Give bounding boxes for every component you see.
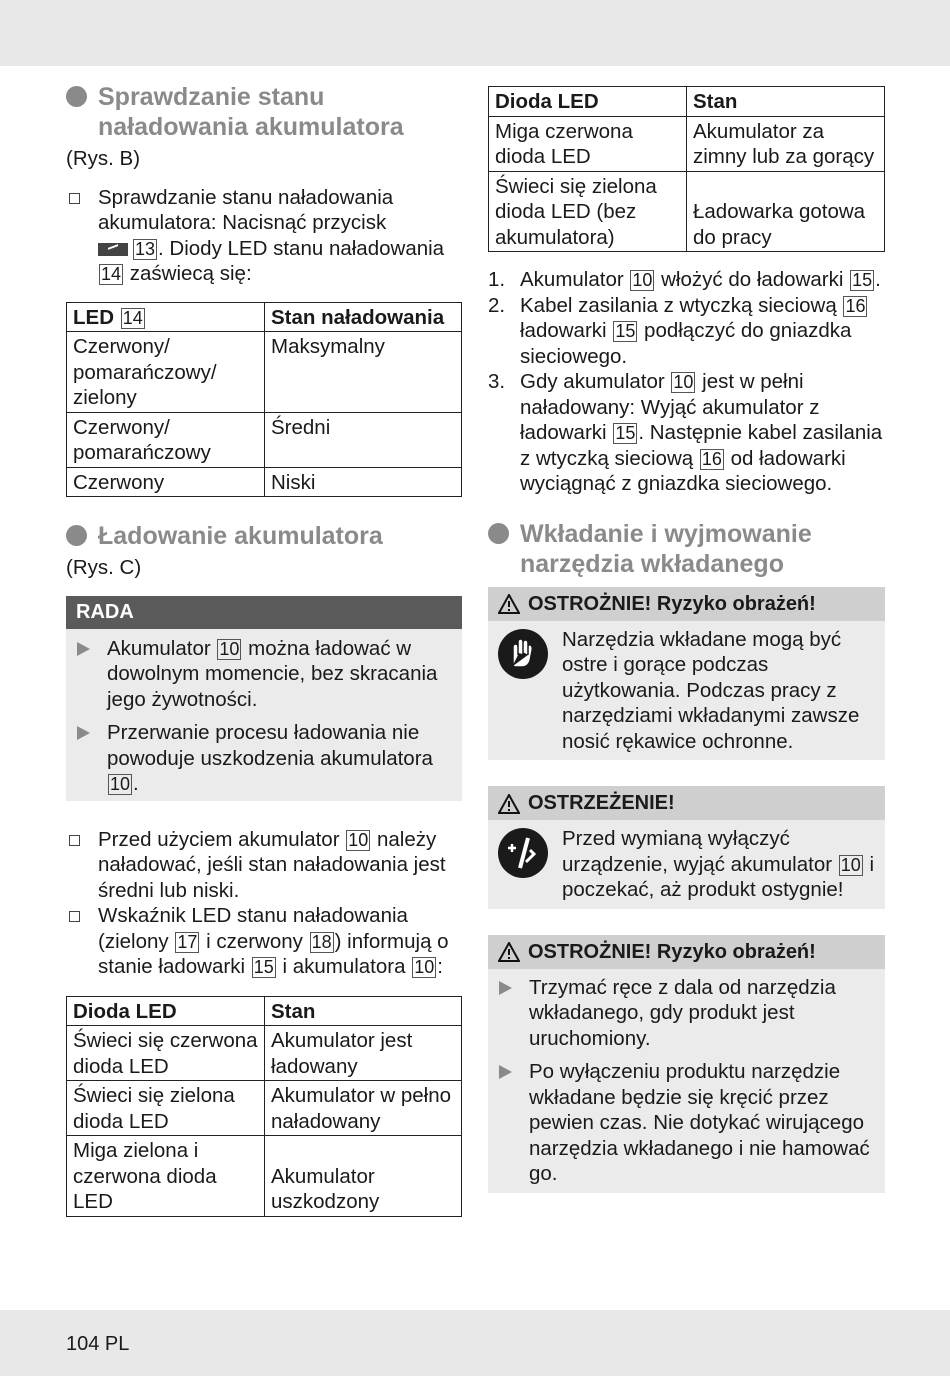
- arrow-right-icon: [499, 1065, 512, 1079]
- table-row: [67, 1081, 462, 1136]
- table-header: LED 14: [67, 302, 265, 332]
- table-cell: Świeci się zielona dioda LED (bez akumulatora): [489, 171, 687, 252]
- table-cell: Świeci się czerwona dioda LED: [67, 1026, 265, 1081]
- list-item: Wskaźnik LED stanu naładowania (zielony 17 i czerwony 18 ) informują o stanie ładowarki 15 i akumulatora 10 :: [66, 903, 462, 980]
- caution-text: Narzędzia wkładane mogą być ostre i gorące podczas użytkowania. Podczas pracy z narzędziami wkładanymi zawsze nosić rękawice ochronne.: [562, 627, 860, 753]
- table-cell: Miga zielona i czerwona dioda LED: [67, 1136, 265, 1217]
- led-status-table: [66, 996, 462, 1217]
- table-row: [489, 116, 885, 171]
- caution-box: [488, 587, 885, 761]
- table-cell: Miga czerwona dioda LED: [489, 116, 687, 171]
- section-heading-charging: Ładowanie akumulatora: [66, 521, 462, 551]
- caution-body: [488, 621, 885, 761]
- figure-reference: (Rys. C): [66, 556, 142, 579]
- tip-item: Akumulator 10 można ładować w dowolnym momencie, bez skracania jego żywotności.: [66, 636, 462, 713]
- checkbox-bullet-icon: [69, 193, 80, 204]
- part-ref: 17: [177, 931, 198, 952]
- header-bar: [0, 0, 950, 66]
- table-row: [67, 467, 462, 497]
- warning-body: [488, 820, 885, 909]
- warning-text: Przed wymianą wyłączyć urządzenie, wyjąć akumulator 10 i poczekać, aż produkt ostygnie!: [562, 827, 875, 901]
- table-cell: Czerwony/ pomarańczowy: [67, 412, 265, 467]
- warning-triangle-icon: [498, 594, 520, 614]
- list-item: 3. Gdy akumulator 10 jest w pełni naładowany: Wyjąć akumulator z ładowarki 15 . Następnie kabel zasilania z wtyczką sieciową 16 od ładowarki wyciągnąć z gniazdka sieciowego.: [488, 370, 883, 495]
- part-ref: 18: [311, 931, 332, 952]
- checkbox-bullet-icon: [69, 911, 80, 922]
- bullet-dot-icon: [488, 523, 509, 544]
- table-header-row: [67, 996, 462, 1026]
- heading-line: Sprawdzanie stanu: [98, 83, 325, 111]
- tip-item: Przerwanie procesu ładowania nie powoduje uszkodzenia akumulatora 10 .: [66, 720, 462, 797]
- warning-triangle-icon: [498, 794, 520, 814]
- heading-line: naładowania akumulatora: [98, 113, 404, 141]
- checkbox-bullet-icon: [69, 835, 80, 846]
- table-cell: Maksymalny: [265, 332, 462, 413]
- steps-list: [488, 267, 885, 497]
- table-cell: Świeci się zielona dioda LED: [67, 1081, 265, 1136]
- part-ref: 13: [135, 238, 156, 259]
- part-ref: 15: [615, 321, 636, 341]
- table-cell: Akumulator za zimny lub za gorący: [687, 116, 885, 171]
- table-header: Dioda LED: [489, 87, 687, 117]
- part-ref: 16: [845, 295, 866, 316]
- caution-item: Po wyłączeniu produktu narzędzie wkładane będzie się kręcić przez pewien czas. Nie dotykać wirującego narzędzia wkładanego i nie hamować go.: [488, 1059, 885, 1187]
- list-item: Sprawdzanie stanu naładowania akumulatora: Nacisnąć przycisk 13 . Diody LED stanu naładowania 14 zaświecą się:: [66, 185, 462, 287]
- part-ref: 10: [219, 638, 240, 659]
- table-row: [67, 1136, 462, 1217]
- left-column: [66, 82, 462, 1217]
- button-symbol-icon: [98, 243, 128, 256]
- part-ref: 15: [852, 270, 873, 290]
- figure-reference: (Rys. B): [66, 147, 141, 170]
- right-column: [488, 86, 885, 1193]
- table-header: Stan naładowania: [265, 302, 462, 332]
- part-ref: 14: [101, 264, 122, 284]
- part-ref: 15: [253, 957, 274, 977]
- table-row: [67, 1026, 462, 1081]
- warning-box: [488, 786, 885, 909]
- bullet-list: [66, 185, 462, 287]
- arrow-right-icon: [77, 642, 90, 656]
- table-header: Stan: [265, 996, 462, 1026]
- bullet-dot-icon: [66, 86, 87, 107]
- tip-box: [66, 596, 462, 801]
- table-cell: Akumulator uszkodzony: [265, 1136, 462, 1217]
- table-cell: Czerwony: [67, 467, 265, 497]
- table-header: Stan: [687, 87, 885, 117]
- table-header-row: [67, 302, 462, 332]
- footer-bar: [0, 1310, 950, 1376]
- unplug-icon: [498, 828, 548, 878]
- table-cell: Ładowarka gotowa do pracy: [687, 171, 885, 252]
- section-heading-battery-status: [66, 82, 462, 142]
- gloves-icon: [498, 629, 548, 679]
- caution-box-2: [488, 935, 885, 1193]
- table-row: [67, 332, 462, 413]
- part-ref: 15: [615, 423, 636, 443]
- section-heading-insert-tool: Wkładanie i wyjmowanie narzędzia wkładanego: [488, 519, 885, 579]
- part-ref: 10: [414, 957, 435, 977]
- table-cell: Niski: [265, 467, 462, 497]
- table-header-row: [489, 87, 885, 117]
- arrow-right-icon: [77, 726, 90, 740]
- caution-header: OSTROŻNIE! Ryzyko obrażeń!: [488, 935, 885, 969]
- caution-item: Trzymać ręce z dala od narzędzia wkładanego, gdy produkt jest uruchomiony.: [488, 975, 885, 1052]
- part-ref: 10: [348, 829, 369, 850]
- table-cell: Akumulator w pełno naładowany: [265, 1081, 462, 1136]
- warning-triangle-icon: [498, 942, 520, 962]
- arrow-right-icon: [499, 981, 512, 995]
- part-ref: 10: [110, 774, 131, 794]
- warning-header: OSTRZEŻENIE!: [488, 786, 885, 820]
- part-ref: 10: [840, 854, 861, 875]
- part-ref: 10: [632, 270, 653, 290]
- list-item: Przed użyciem akumulator 10 należy naładować, jeśli stan naładowania jest średni lub niski.: [66, 827, 462, 904]
- table-cell: Średni: [265, 412, 462, 467]
- led-charge-table: [66, 302, 462, 498]
- part-ref: 16: [701, 448, 722, 469]
- list-item: 2. Kabel zasilania z wtyczką sieciową 16 ładowarki 15 podłączyć do gniazdka sieciowego.: [488, 293, 866, 368]
- tip-header: RADA: [66, 596, 462, 629]
- table-cell: Czerwony/ pomarańczowy/ zielony: [67, 332, 265, 413]
- list-item: 1. Akumulator 10 włożyć do ładowarki 15 .: [488, 268, 881, 291]
- table-row: [67, 412, 462, 467]
- table-row: [489, 171, 885, 252]
- page-number: 104 PL: [66, 1333, 130, 1355]
- bullet-list: [66, 827, 462, 980]
- part-ref: 14: [122, 307, 143, 328]
- charger-status-table: [488, 86, 885, 252]
- part-ref: 10: [673, 372, 694, 392]
- table-header: Dioda LED: [67, 996, 265, 1026]
- bullet-dot-icon: [66, 525, 87, 546]
- caution-header: OSTROŻNIE! Ryzyko obrażeń!: [488, 587, 885, 621]
- table-cell: Akumulator jest ładowany: [265, 1026, 462, 1081]
